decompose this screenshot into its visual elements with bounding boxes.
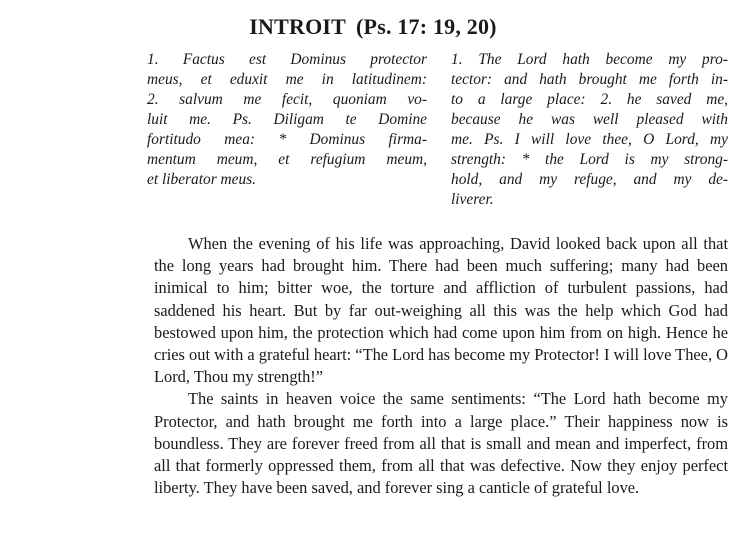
english-line: because he was well pleased with: [451, 111, 728, 128]
psalm-reference: (Ps. 17: 19, 20): [356, 14, 497, 39]
commentary-paragraph: The saints in heaven voice the same sentiments: “The Lord hath become my Protector, and hath brought me forth into a large place.” Their happiness now is boundless. They are forever freed from all that is small and mean and imperfect, from all that formerly oppressed them, from all that was defective. Now they enjoy perfect liberty. They have been saved, and forever sing a canticle of grateful love.: [154, 389, 728, 498]
heading-title: INTROIT: [249, 14, 347, 39]
english-line: hold, and my refuge, and my de-: [451, 171, 728, 188]
latin-line: mentum meum, et refugium meum,: [147, 151, 427, 168]
english-line: strength: * the Lord is my strong-: [451, 151, 728, 168]
latin-line: et liberator meus.: [147, 171, 257, 188]
english-line: 1. The Lord hath become my pro-: [451, 51, 728, 68]
english-line: tector: and hath brought me forth in-: [451, 71, 728, 88]
commentary-text: [154, 233, 728, 499]
latin-line: luit me. Ps. Diligam te Domine: [147, 111, 427, 128]
section-heading: [0, 14, 746, 40]
latin-text-column: [147, 50, 427, 190]
latin-line: fortitudo mea: * Dominus firma-: [147, 131, 427, 148]
latin-line: 2. salvum me fecit, quoniam vo-: [147, 91, 427, 108]
english-line: to a large place: 2. he saved me,: [451, 91, 728, 108]
english-line: liverer.: [451, 191, 494, 208]
commentary-paragraph: When the evening of his life was approaching, David looked back upon all that the long years had brought him. There had been much suffering; many had been inimical to him; bitter woe, the torture and affliction of turbulent passions, had saddened his heart. But by far out-weighing all this was the help which God had bestowed upon him, the protection which had come upon him from on high. Hence he cries out with a grateful heart: “The Lord has become my Protector! I will love Thee, O Lord, Thou my strength!”: [154, 234, 728, 387]
latin-line: meus, et eduxit me in latitudinem:: [147, 71, 427, 88]
latin-line: 1. Factus est Dominus protector: [147, 51, 427, 68]
english-text-column: [451, 50, 728, 210]
english-line: me. Ps. I will love thee, O Lord, my: [451, 131, 728, 148]
